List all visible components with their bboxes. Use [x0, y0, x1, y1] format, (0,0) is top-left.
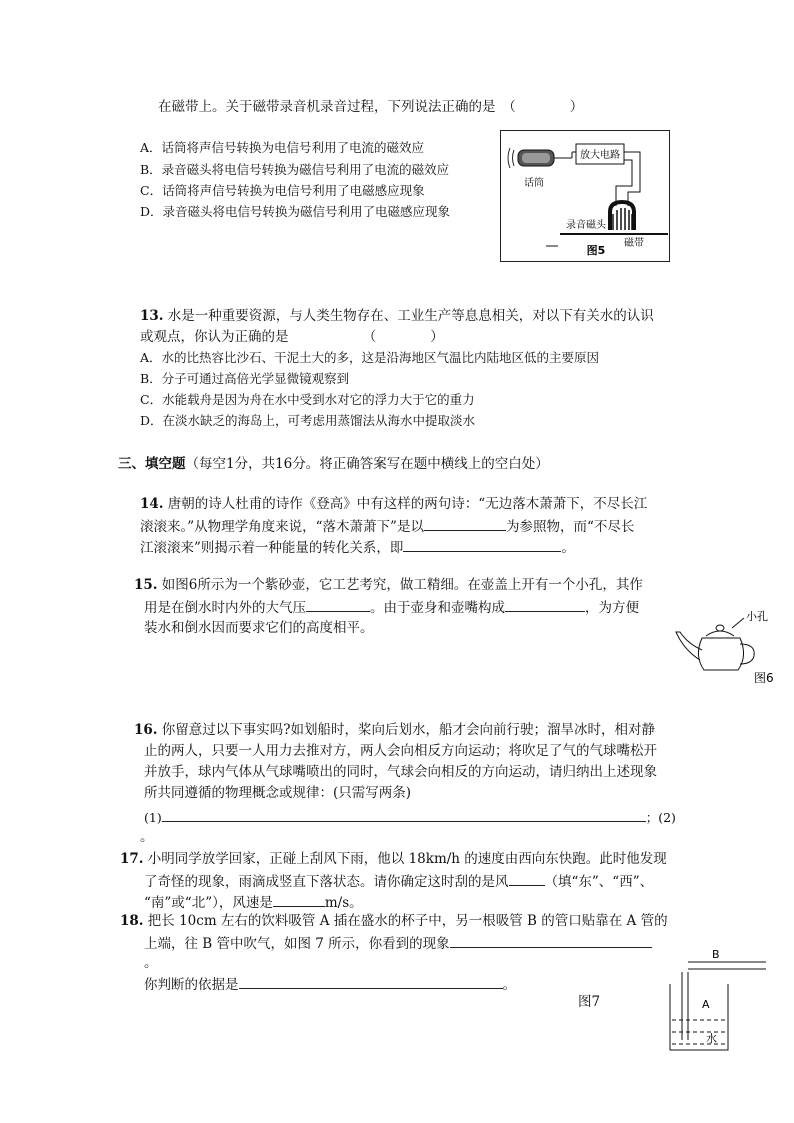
straw-a-label: A: [702, 998, 710, 1011]
q12-option-c: C．话筒将声信号转换为电信号利用了电磁感应现象: [140, 183, 425, 198]
q17-line2b: （填“东”、“西”、: [544, 874, 654, 890]
q17-number: 17.: [120, 851, 144, 867]
q13-number: 13.: [140, 308, 164, 324]
q18-blank-2[interactable]: [239, 975, 503, 989]
q13-stem-line2: 或观点，你认为正确的是 （ ）: [140, 329, 444, 345]
q13-option-c: C．水能载舟是因为舟在水中受到水对它的浮力大于它的重力: [140, 392, 475, 407]
q17-blank-1[interactable]: [509, 872, 545, 886]
q14-line2a: 滚滚来。”从物理学角度来说，“落木萧萧下”是以: [140, 519, 424, 535]
section-3-title: 三、填空题: [118, 456, 186, 472]
q14-line3b: 。: [561, 540, 575, 556]
q14-line1: [140, 496, 647, 512]
fig6-caption: 图6: [754, 671, 774, 685]
q15-line2a: 用是在倒水时内外的大气压: [144, 600, 306, 616]
q16-blank1-label: (1): [144, 810, 162, 825]
q15-line2c: ，为方便: [585, 600, 639, 616]
q17-line3a: “南”或“北”），风速是: [144, 895, 273, 911]
tape-label: 磁带: [624, 238, 644, 249]
q13-option-b: B．分子可通过高倍光学显微镜观察到: [140, 371, 350, 386]
q17-line1: [120, 851, 667, 867]
q14-blank-1[interactable]: [424, 517, 506, 531]
straw-b-label: B: [712, 948, 720, 961]
q13-stem1: 水是一种重要资源，与人类生物存在、工业生产等息息相关，对以下有关水的认识: [167, 308, 654, 324]
q15-line3: 装水和倒水因而要求它们的高度相平。: [144, 620, 374, 636]
q15-number: 15.: [134, 577, 158, 593]
q16-line3: 并放手，球内气体从气球嘴喷出的同时，气球会向相反的方向运动，请归纳出上述现象: [144, 764, 657, 780]
q16-blank2-label: ；(2): [645, 810, 676, 825]
q14-line2: [140, 517, 634, 535]
q12-stem: 在磁带上。关于磁带录音机录音过程，下列说法正确的是 （ ）: [158, 99, 584, 115]
section-3-note: （每空1分，共16分。将正确答案写在题中横线上的空白处）: [185, 456, 549, 472]
q14-line3a: 江滚滚来”则揭示着一种能量的转化关系，即: [140, 540, 404, 556]
q18-line1-text: 把长 10cm 左右的饮料吸管 A 插在盛水的杯子中，另一根吸管 B 的管口贴靠在 A 管的: [147, 913, 668, 929]
q15-line1: [134, 577, 643, 593]
q17-line1-text: 小明同学放学回家，正碰上刮风下雨，他以 18km/h 的速度由西向东快跑。此时他发现: [147, 851, 667, 867]
q16-line1-text: 你留意过以下事实吗?如划船时，桨向后划水，船才会向前行驶；溜旱冰时，相对静: [161, 722, 656, 738]
q15-blank-1[interactable]: [306, 598, 370, 612]
fig5-caption: 图5: [586, 244, 606, 257]
q18-line1: [120, 913, 668, 929]
q17-line2: [144, 872, 653, 890]
q14-line1-text: 唐朝的诗人杜甫的诗作《登高》中有这样的两句诗：“无边落木萧萧下，不尽长江: [167, 496, 648, 512]
q18-line4b: 。: [502, 977, 516, 993]
q13-stem-line1: [140, 308, 654, 324]
q18-number: 18.: [120, 913, 144, 929]
q17-line3: [144, 893, 363, 911]
q15-blank-2[interactable]: [505, 598, 585, 612]
q12-option-a: A．话筒将声信号转换为电信号利用了电流的磁效应: [140, 140, 425, 155]
q16-answer-line: [144, 808, 676, 826]
q14-blank-2[interactable]: [403, 538, 561, 552]
q12-option-d: D．录音磁头将电信号转换为磁信号利用了电磁感应现象: [140, 204, 451, 219]
figure-5-recorder-diagram: [500, 130, 670, 262]
q16-end: 。: [140, 829, 154, 845]
q14-line3: [140, 538, 575, 556]
q14-line2b: 为参照物，而“不尽长: [505, 519, 635, 535]
q17-line3b: m/s。: [324, 895, 363, 911]
q16-line4: 所共同遵循的物理概念或规律：(只需写两条): [144, 785, 412, 801]
q16-number: 16.: [134, 722, 158, 738]
head-label: 录音磁头: [566, 220, 606, 231]
small-hole-label: 小孔: [746, 610, 768, 623]
q15-line1-text: 如图6所示为一个紫砂壶，它工艺考究，做工精细。在壶盖上开有一个小孔，其作: [161, 577, 643, 593]
figure-7-straws-cup: [666, 944, 770, 1056]
q17-blank-2[interactable]: [273, 893, 325, 907]
fig7-caption: 图7: [578, 994, 601, 1010]
amp-label: 放大电路: [580, 150, 620, 161]
figure-6-teapot: [674, 606, 784, 686]
q16-line1: [134, 722, 655, 738]
q15-line2b: 。由于壶身和壶嘴构成: [370, 600, 505, 616]
q15-line2: [144, 598, 639, 616]
water-label: 水: [706, 1032, 717, 1045]
q16-line2: 止的两人，只要一人用力去推对方，两人会向相反方向运动；将吹足了气的气球嘴松开: [144, 743, 657, 759]
q14-number: 14.: [140, 496, 164, 512]
q18-blank-1[interactable]: [450, 934, 652, 948]
q13-option-a: A．水的比热容比沙石、干泥土大的多，这是沿海地区气温比内陆地区低的主要原因: [140, 350, 600, 365]
q16-blank-1[interactable]: [162, 808, 646, 822]
section-3-heading: [118, 456, 549, 472]
q18-line3: 。: [144, 955, 158, 971]
q13-option-d: D．在淡水缺乏的海岛上，可考虑用蒸馏法从海水中提取淡水: [140, 413, 476, 428]
q18-line2a: 上端，往 B 管中吹气，如图 7 所示，你看到的现象: [144, 936, 450, 952]
q18-line2: [144, 934, 652, 952]
q17-line2a: 了奇怪的现象，雨滴成竖直下落状态。请你确定这时刮的是风: [144, 874, 509, 890]
q18-line4a: 你判断的依据是: [144, 977, 239, 993]
q18-line4: [144, 975, 516, 993]
mic-label: 话筒: [524, 178, 544, 189]
q12-option-b: B．录音磁头将电信号转换为磁信号利用了电流的磁效应: [140, 162, 450, 177]
